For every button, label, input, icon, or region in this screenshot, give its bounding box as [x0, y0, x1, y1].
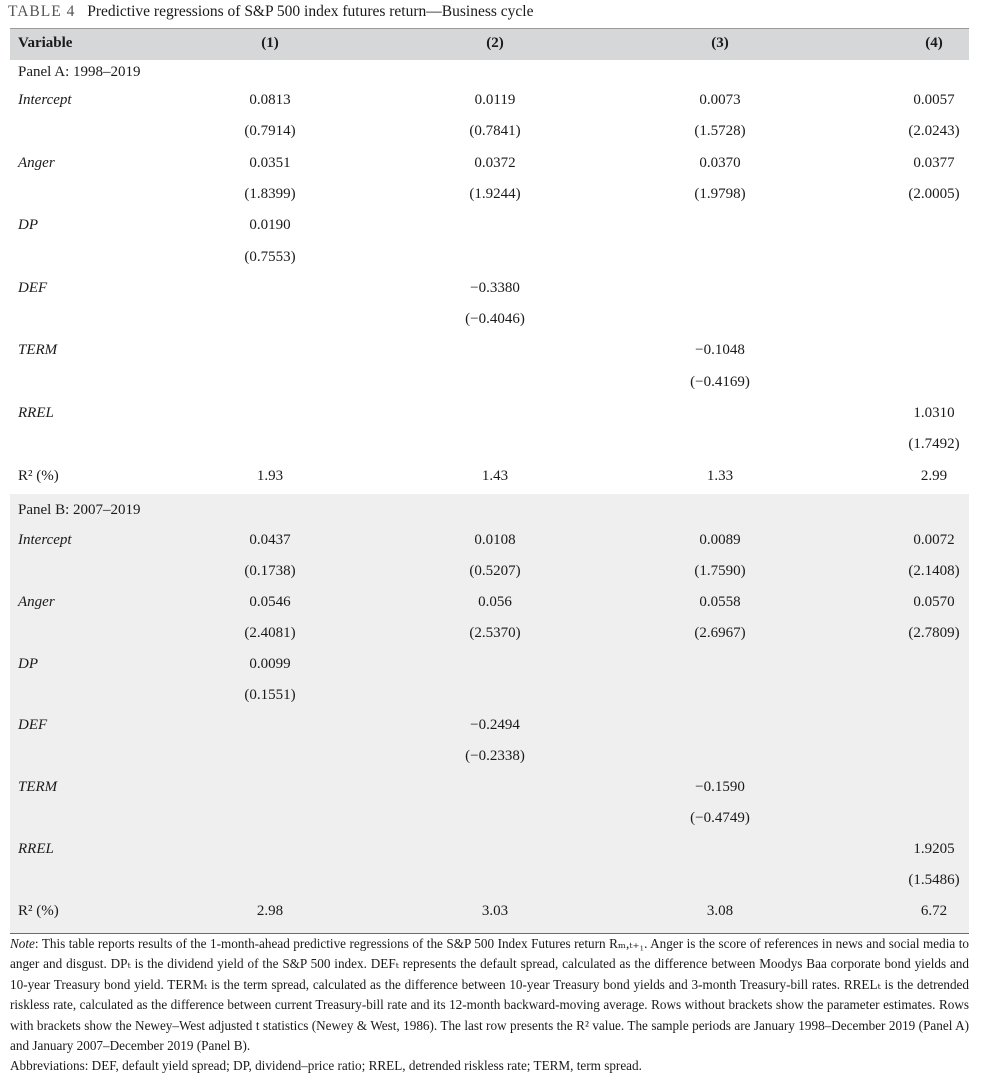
table-cell: 0.0057 [913, 92, 955, 108]
r2-label: R² (%) [18, 902, 59, 919]
table-row [10, 717, 969, 748]
table-cell: 0.0190 [249, 217, 291, 234]
table-cell: (0.5207) [469, 562, 521, 579]
table-cell: (1.7492) [908, 436, 960, 453]
table-cell: (2.0243) [908, 123, 960, 140]
header-col-4: (4) [925, 35, 943, 51]
table-row [10, 656, 969, 687]
table-row [10, 841, 969, 872]
r2-cell: 2.99 [920, 467, 948, 484]
table-cell: (1.7590) [694, 562, 746, 579]
note-abbreviations: Abbreviations: DEF, default yield spread; DP, dividend–price ratio; RREL, detrended riskless rate; TERM, term spread. [10, 1058, 642, 1074]
r2-cell: 6.72 [920, 902, 948, 919]
r2-cell: 3.08 [706, 902, 734, 919]
table-row [10, 748, 969, 779]
panel-a-title: Panel A: 1998–2019 [18, 64, 141, 80]
table-cell: (1.9244) [469, 185, 521, 202]
table-cell: −0.2494 [470, 717, 520, 734]
table-row [10, 405, 969, 436]
table-cell: (0.7553) [244, 248, 296, 265]
table-cell: 0.0072 [913, 532, 955, 548]
table-cell: (1.5486) [908, 871, 960, 888]
table-cell: 0.0813 [249, 92, 291, 108]
row-label: RREL [18, 405, 54, 421]
row-label: RREL [18, 841, 54, 857]
table-cell: (1.8399) [244, 185, 296, 202]
table-header [10, 28, 969, 60]
table-cell: −0.1048 [695, 342, 745, 359]
table-cell: 1.9205 [913, 841, 955, 857]
table-row [10, 687, 969, 718]
table-row [10, 217, 969, 248]
table-cell: 0.056 [478, 593, 512, 610]
table-cell: (2.1408) [908, 562, 960, 579]
table-row [10, 249, 969, 280]
header-col-3: (3) [711, 35, 729, 51]
table-row [10, 311, 969, 342]
table-row [10, 123, 969, 154]
note-paragraph [10, 934, 969, 1056]
table-cell: (−0.4749) [690, 810, 750, 827]
r2-label: R² (%) [18, 467, 59, 484]
row-label: Intercept [18, 532, 72, 548]
row-label: DP [18, 217, 38, 234]
row-label: DEF [18, 279, 48, 296]
table-row [10, 436, 969, 467]
table-cell: (−0.4169) [690, 373, 750, 390]
table-cell: (2.7809) [908, 624, 960, 641]
table-row [10, 594, 969, 625]
table-row [10, 92, 969, 123]
table-title: Predictive regressions of S&P 500 index futures return—Business cycle [87, 3, 534, 20]
table-label: TABLE 4 [8, 3, 76, 20]
table-row [10, 532, 969, 563]
table-cell: 0.0570 [913, 593, 955, 610]
r2-cell: 2.98 [256, 902, 284, 919]
table-cell: (0.7841) [469, 123, 521, 140]
table-cell: (−0.2338) [465, 748, 525, 765]
table-cell: (0.1738) [244, 562, 296, 579]
table-cell: 0.0119 [474, 92, 516, 108]
table-cell: 0.0108 [474, 532, 516, 548]
row-label: Anger [18, 154, 55, 171]
table-note [10, 934, 969, 1077]
table-cell: 0.0558 [699, 593, 741, 610]
row-label: DEF [18, 717, 48, 734]
table-cell: 0.0370 [699, 154, 741, 171]
header-col-2: (2) [486, 35, 504, 51]
table-row [10, 625, 969, 656]
panel-b [10, 494, 969, 934]
table-cell: (1.5728) [694, 123, 746, 140]
table-cell: 0.0546 [249, 593, 291, 610]
table-cell: (2.5370) [469, 624, 521, 641]
row-label: TERM [18, 342, 58, 359]
table-cell: 0.0073 [699, 92, 741, 108]
table-cell: 0.0099 [249, 655, 291, 672]
row-label: Intercept [18, 92, 72, 108]
r2-cell: 3.03 [481, 902, 509, 919]
table-row [10, 810, 969, 841]
row-label: Anger [18, 593, 55, 610]
table-cell: 0.0437 [249, 532, 291, 548]
table-row [10, 186, 969, 217]
table-cell: −0.1590 [695, 779, 745, 796]
row-label: DP [18, 655, 38, 672]
table-cell: (2.0005) [908, 185, 960, 202]
table-row [10, 872, 969, 903]
row-label: TERM [18, 779, 58, 796]
table-row [10, 779, 969, 810]
table-cell: 0.0372 [474, 154, 516, 171]
table-row [10, 374, 969, 405]
table-cell: (1.9798) [694, 185, 746, 202]
table-cell: 0.0089 [699, 532, 741, 548]
panel-b-title: Panel B: 2007–2019 [18, 502, 141, 518]
table-cell: 0.0351 [249, 154, 291, 171]
panel-a [10, 60, 969, 494]
r2-row [10, 903, 969, 934]
table-cell: (2.6967) [694, 624, 746, 641]
table-row [10, 280, 969, 311]
table-cell: 1.0310 [913, 405, 955, 421]
note-text: : This table reports results of the 1-month-ahead predictive regressions of the S&P 500 Index Futures return Rₘ,ₜ₊₁. Anger is the score of references in news and social media to anger and disgust. DPₜ is the dividend yield of the S&P 500 index. DEFₜ represents the default spread, calculated as the difference between Moodys Baa corporate bond yields and 10-year Treasury bond yield. TERMₜ is the term spread, calculated as the difference between 10-year Treasury bond yields and 3-month Treasury-bill rates. RRELₜ is the detrended riskless rate, calculated as the difference between current Treasury-bill rate and its 12-month backward-moving average. Rows without brackets show the parameter estimates. Rows with brackets show the Newey–West adjusted t statistics (Newey & West, 1986). The last row presents the R² value. The sample periods are January 1998–December 2019 (Panel A) and January 2007–December 2019 (Panel B). [10, 936, 969, 1054]
table-cell: 0.0377 [913, 154, 955, 171]
note-lead: Note [10, 936, 35, 951]
table-row [10, 342, 969, 373]
table-row [10, 155, 969, 186]
r2-cell: 1.93 [256, 467, 284, 484]
table-cell: (0.1551) [244, 686, 296, 703]
table-cell: −0.3380 [470, 279, 520, 296]
table-caption [8, 3, 533, 21]
r2-cell: 1.43 [481, 467, 509, 484]
table-cell: (2.4081) [244, 624, 296, 641]
header-col-1: (1) [261, 35, 279, 51]
table-row [10, 563, 969, 594]
r2-cell: 1.33 [706, 467, 734, 484]
header-variable: Variable [18, 35, 73, 51]
table-cell: (−0.4046) [465, 311, 525, 328]
table-cell: (0.7914) [244, 123, 296, 140]
